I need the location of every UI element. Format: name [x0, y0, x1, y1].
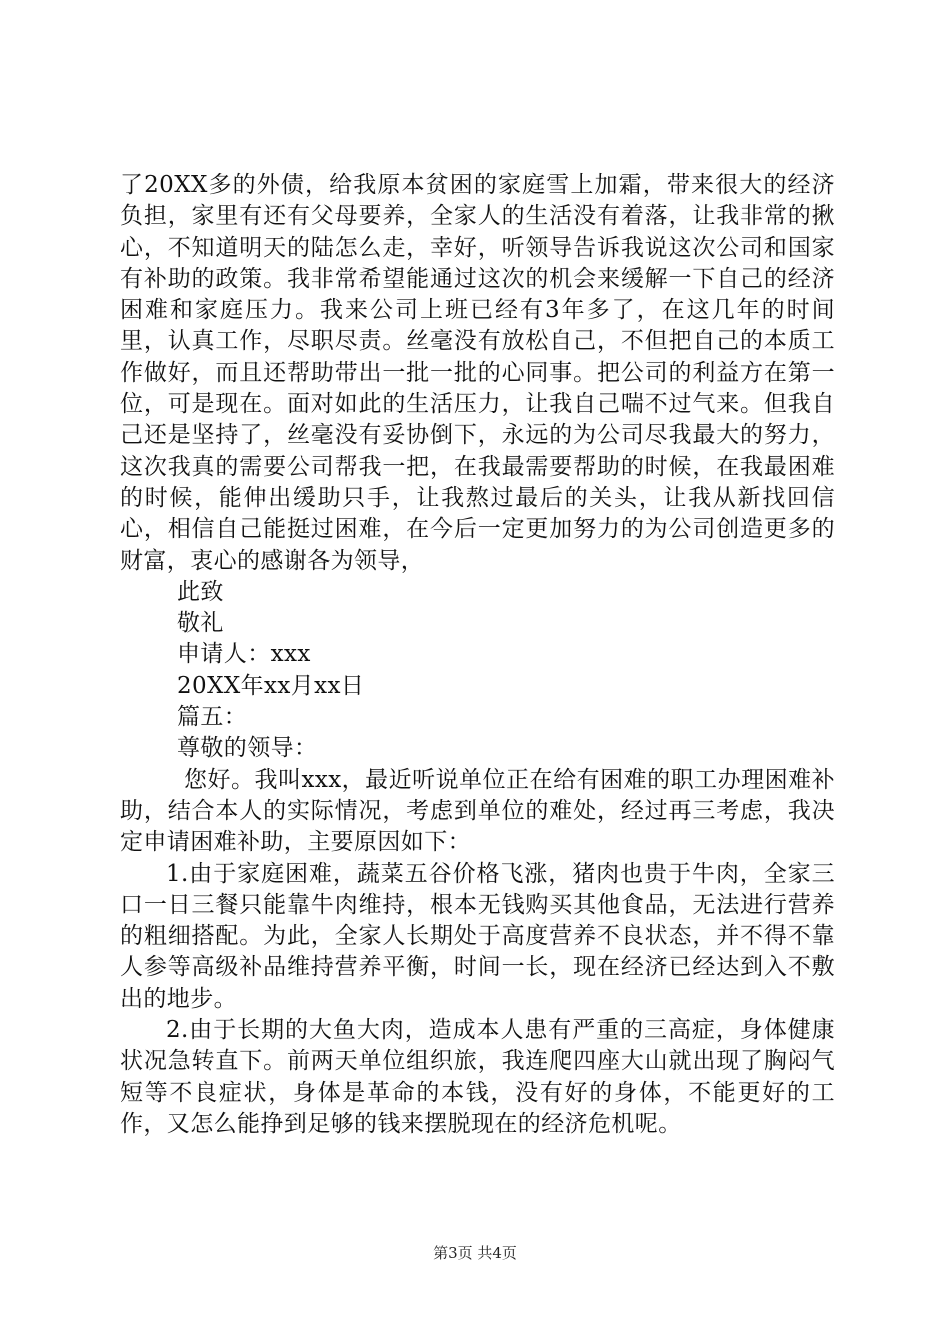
- date-line: 20XX年xx月xx日: [177, 672, 365, 699]
- reason-paragraph-2: 2.由于长期的大鱼大肉，造成本人患有严重的三高症，身体健康状况急转直下。前两天单位组织旅，我连爬四座大山就出现了胸闷气短等不良症状，身体是革命的本钱，没有好的身体，不能更好的工作，又怎么能挣到足够的钱来摆脱现在的经济危机呢。: [120, 1017, 835, 1137]
- document-body: [120, 170, 835, 1140]
- greeting-paragraph: 您好。我叫xxx，最近听说单位正在给有困难的职工办理困难补助，结合本人的实际情况，考虑到单位的难处，经过再三考虑，我决定申请困难补助，主要原因如下：: [120, 766, 835, 856]
- closing-cizhi: 此致: [177, 578, 224, 605]
- closing-jingli: 敬礼: [177, 610, 224, 637]
- body-paragraph-continued: 了20XX多的外债，给我原本贫困的家庭雪上加霜，带来很大的经济负担，家里有还有父母要养，全家人的生活没有着落，让我非常的揪心，不知道明天的陆怎么走，幸好，听领导告诉我说这次公司和国家有补助的政策。我非常希望能通过这次的机会来缓解一下自己的经济困难和家庭压力。我来公司上班已经有3年多了，在这几年的时间里，认真工作，尽职尽责。丝毫没有放松自己，不但把自己的本质工作做好，而且还帮助带出一批一批的心同事。把公司的利益方在第一位，可是现在。面对如此的生活压力，让我自己喘不过气来。但我自己还是坚持了，丝毫没有妥协倒下，永远的为公司尽我最大的努力，这次我真的需要公司帮我一把，在我最需要帮助的时候，在我最困难的时候，能伸出缓助只手，让我熬过最后的关头，让我从新找回信心，相信自己能挺过困难，在今后一定更加努力的为公司创造更多的财富，衷心的感谢各为领导，: [120, 172, 835, 574]
- applicant-line: 申请人：xxx: [177, 641, 311, 668]
- reason-paragraph-1: 1.由于家庭困难，蔬菜五谷价格飞涨，猪肉也贵于牛肉，全家三口一日三餐只能靠牛肉维持，根本无钱购买其他食品，无法进行营养的粗细搭配。为此，全家人长期处于高度营养不良状态，并不得不靠人参等高级补品维持营养平衡，时间一长，现在经济已经达到入不敷出的地步。: [120, 860, 835, 1012]
- page-footer: 第3页 共4页: [433, 1244, 517, 1262]
- salutation: 尊敬的领导：: [177, 735, 318, 762]
- section-heading: 篇五：: [177, 704, 248, 731]
